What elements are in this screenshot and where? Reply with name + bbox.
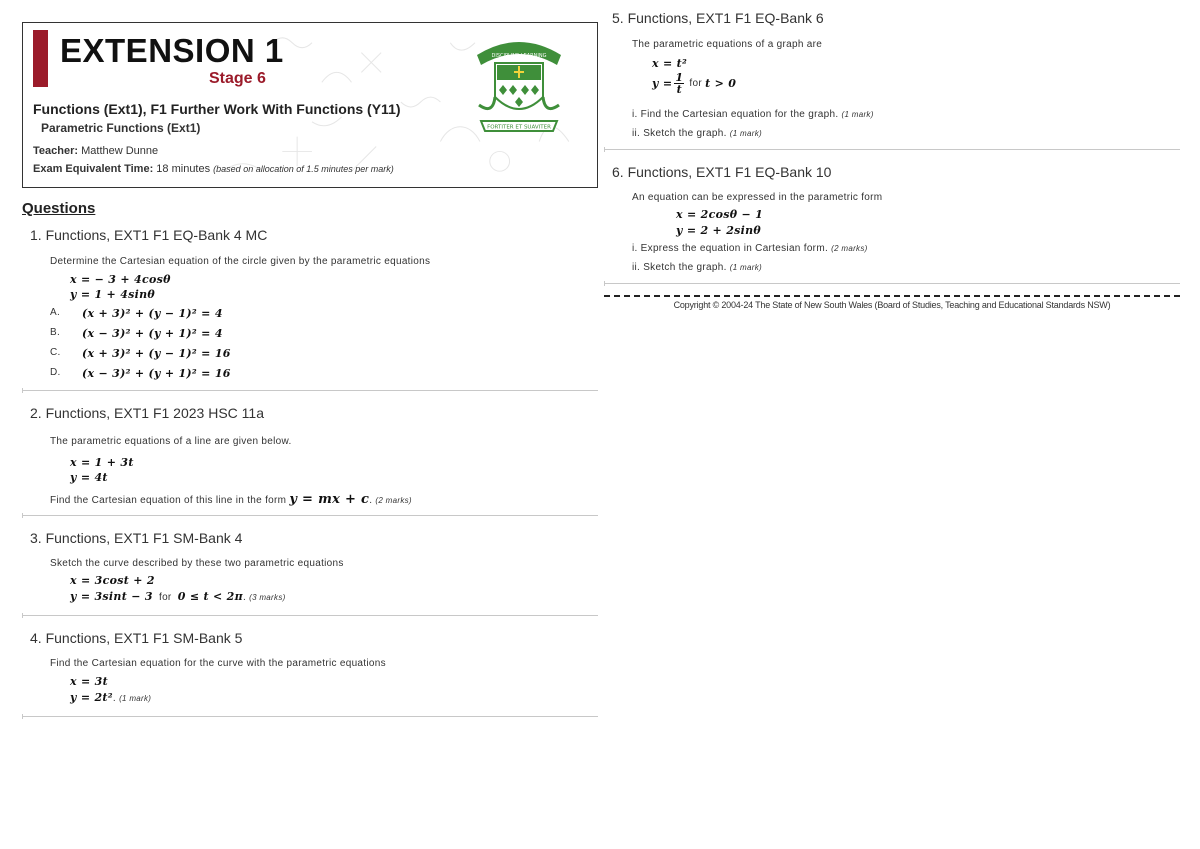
part-text: ii. Sketch the graph. (632, 262, 727, 273)
question-4 (22, 630, 598, 704)
task-text: Find the Cartesian equation of this line in the form (50, 495, 287, 506)
option-label: D. (50, 367, 61, 378)
question-number: 2. (30, 405, 42, 421)
question-task: Find the Cartesian equation of this line in the form y = mx + c. (2 marks) (50, 492, 412, 507)
exam-time-label: Exam Equivalent Time: (33, 163, 154, 175)
question-prompt: Determine the Cartesian equation of the circle given by the parametric equations (50, 256, 431, 267)
question-1 (22, 227, 598, 380)
option-c[interactable] (50, 347, 598, 360)
equation-x: x = 3t (70, 675, 108, 688)
question-prompt: An equation can be expressed in the parametric form (632, 192, 883, 203)
marks-badge: (1 mark) (841, 110, 874, 119)
equation-x: x = t² (652, 57, 688, 70)
question-prompt: The parametric equations of a graph are (632, 39, 823, 50)
task-math: y = mx + c (289, 492, 370, 507)
question-divider (22, 716, 598, 717)
option-text: (x + 3)² + (y − 1)² = 16 (82, 347, 231, 360)
fraction-numerator: 1 (675, 71, 684, 84)
equation-y: y = 2 + 2sinθ (676, 224, 762, 237)
question-heading: Functions, EXT1 F1 SM-Bank 4 (45, 530, 243, 546)
marks-badge: (2 marks) (375, 496, 412, 505)
teacher-label: Teacher: (33, 145, 79, 157)
crest-motto-top: DISCIPLINE LEARNING (491, 53, 547, 59)
teacher-name: Matthew Dunne (81, 145, 159, 157)
question-heading: Functions, EXT1 F1 EQ-Bank 4 MC (45, 227, 268, 243)
question-prompt: Sketch the curve described by these two parametric equations (50, 558, 344, 569)
option-text: (x − 3)² + (y + 1)² = 4 (82, 327, 223, 340)
marks-badge: (2 marks) (831, 244, 868, 253)
left-column (22, 22, 598, 717)
question-number: 1. (30, 227, 42, 243)
question-body (50, 658, 598, 704)
question-title (30, 530, 598, 546)
question-5 (604, 10, 1180, 139)
question-2 (22, 405, 598, 507)
school-crest-icon (473, 35, 565, 133)
option-text: (x + 3)² + (y − 1)² = 4 (82, 307, 223, 320)
marks-badge: (1 mark) (729, 263, 762, 272)
equation-y: y = 4t (70, 471, 108, 484)
right-column (604, 10, 1180, 310)
for-text: for (689, 78, 702, 89)
equation-y: y = 2t² (70, 691, 113, 704)
part-text: i. Express the equation in Cartesian form. (632, 243, 829, 254)
question-divider (604, 149, 1180, 150)
question-prompt: The parametric equations of a line are given below. (50, 436, 292, 447)
equation-x: x = 2cosθ − 1 (676, 208, 764, 221)
equation-y: y = 1 + 4sinθ (70, 288, 156, 301)
exam-time-value: 18 minutes (156, 163, 211, 175)
part-i (632, 109, 1180, 120)
topic-title: Functions (Ext1), F1 Further Work With Functions (Y11) (33, 101, 401, 117)
option-label: C. (50, 347, 61, 358)
option-label: B. (50, 327, 61, 338)
question-3 (22, 530, 598, 603)
marks-badge: (1 mark) (729, 129, 762, 138)
question-title (612, 164, 1180, 180)
question-heading: Functions, EXT1 F1 EQ-Bank 10 (627, 164, 832, 180)
option-a[interactable] (50, 307, 598, 320)
question-number: 4. (30, 630, 42, 646)
part-ii (632, 128, 1180, 139)
question-divider (22, 390, 598, 391)
question-title (612, 10, 1180, 26)
fraction (674, 72, 684, 95)
equation-x: x = 3cost + 2 (70, 574, 155, 587)
question-heading: Functions, EXT1 F1 SM-Bank 5 (45, 630, 243, 646)
equation-y-lhs: y = (652, 77, 673, 90)
equation-x: x = − 3 + 4cosθ (70, 273, 171, 286)
question-body (632, 192, 1180, 273)
question-title (30, 630, 598, 646)
question-divider (22, 515, 598, 516)
course-title: EXTENSION 1 (60, 32, 284, 69)
option-d[interactable] (50, 367, 598, 380)
equation-y-line: y = 3sint − 3 for 0 ≤ t < 2π. (3 marks) (70, 590, 286, 603)
part-text: i. Find the Cartesian equation for the graph. (632, 109, 839, 120)
question-number: 5. (612, 10, 624, 26)
part-ii (632, 262, 1180, 273)
subtopic-title: Parametric Functions (Ext1) (41, 121, 201, 135)
equation-y: y = 3sint − 3 (70, 590, 153, 603)
crest-motto-bottom: FORTITER ET SUAVITER (487, 124, 551, 131)
worksheet-header (22, 22, 598, 188)
question-prompt: Find the Cartesian equation for the curve with the parametric equations (50, 658, 386, 669)
parameter-range: 0 ≤ t < 2π (177, 590, 243, 603)
option-text: (x − 3)² + (y + 1)² = 16 (82, 367, 231, 380)
part-text: ii. Sketch the graph. (632, 128, 727, 139)
equation-y-line: y = 2t². (1 mark) (70, 691, 152, 704)
copyright-divider (604, 295, 1180, 297)
question-divider (604, 283, 1180, 284)
question-divider (22, 615, 598, 616)
question-6 (604, 164, 1180, 273)
question-number: 6. (612, 164, 624, 180)
stage-label: Stage 6 (209, 70, 266, 87)
exam-time-note: (based on allocation of 1.5 minutes per mark) (213, 164, 394, 174)
equation-x: x = 1 + 3t (70, 456, 134, 469)
question-body (50, 558, 598, 603)
question-body (50, 256, 598, 380)
parameter-range: t > 0 (705, 77, 737, 90)
question-number: 3. (30, 530, 42, 546)
marks-badge: (1 mark) (119, 694, 152, 703)
teacher-line (33, 145, 158, 157)
question-heading: Functions, EXT1 F1 2023 HSC 11a (45, 405, 264, 421)
marks-badge: (3 marks) (249, 593, 286, 602)
for-text: for (158, 592, 172, 603)
option-b[interactable] (50, 327, 598, 340)
question-title (30, 227, 598, 243)
copyright-notice: Copyright © 2004-24 The State of New South Wales (Board of Studies, Teaching and Educational Standards NSW) (673, 300, 1111, 310)
accent-bar (33, 30, 48, 87)
equation-y-line (652, 72, 1180, 95)
part-i (632, 243, 1180, 254)
exam-time-line (33, 163, 394, 175)
fraction-denominator: t (676, 83, 683, 96)
question-body (50, 436, 598, 507)
question-body (632, 39, 1180, 139)
option-label: A. (50, 307, 61, 318)
question-heading: Functions, EXT1 F1 EQ-Bank 6 (627, 10, 824, 26)
question-title (30, 405, 598, 421)
questions-heading: Questions (22, 200, 96, 217)
